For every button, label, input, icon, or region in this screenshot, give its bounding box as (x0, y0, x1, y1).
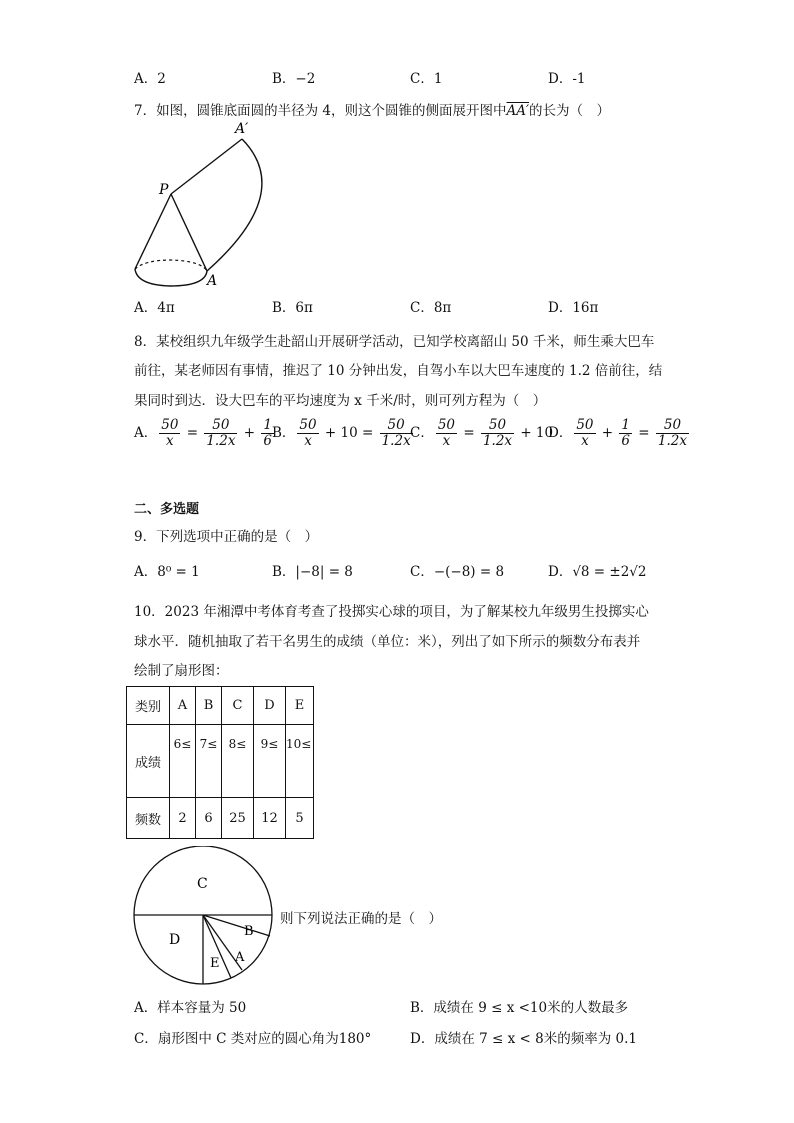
q6-option-a: A．2 (134, 71, 166, 87)
score-a: 6≤ (170, 725, 196, 798)
base-ellipse-front (135, 269, 207, 286)
base-ellipse-back (135, 260, 207, 271)
q7-stem-a: 7．如图，圆锥底面圆的半径为 4，则这个圆锥的侧面展开图中 (134, 103, 507, 119)
q9-option-a: A．8⁰ = 1 (134, 564, 200, 580)
q10-option-c: C．扇形图中 C 类对应的圆心角为180° (134, 1031, 372, 1047)
q10-line-2: 球水平．随机抽取了若干名男生的成绩（单位：米），列出了如下所示的频数分布表并 (134, 634, 641, 650)
table-row-header (127, 687, 314, 725)
score-e: 10≤ (286, 725, 314, 798)
pie-label-e: E (210, 956, 220, 971)
sector-radius-pa-prime (171, 139, 242, 194)
sector-arc (207, 139, 262, 271)
q7-option-d: D．16π (548, 300, 599, 316)
section-title-multi-choice: 二、多选题 (134, 502, 200, 517)
q9-option-d: D．√8 = ±2√2 (548, 564, 647, 580)
fraction: $\frac{50}{1.2x}$ (206, 417, 236, 449)
q7-arc-label: AA′ (506, 103, 530, 119)
freq-c: 25 (222, 798, 254, 839)
fraction: $\frac{50}{1.2x}$ (657, 417, 688, 449)
q10-option-a: A．样本容量为 50 (134, 1000, 247, 1016)
q9-option-c: C．−(−8) = 8 (410, 564, 505, 580)
fraction: $\frac{50}{x}$ (437, 417, 456, 449)
q8-option-b: B． $\frac{50}{x}$ + 10 = $\frac{50}{1.2x}$ (272, 417, 411, 449)
q8-option-d: D． $\frac{50}{x}$ + $\frac{1}{6}$ = $\frac{50}{1.2x}$ (548, 417, 688, 449)
cone-slant-left (135, 194, 171, 269)
frequency-table (126, 686, 314, 839)
q8-c-letter: C． (410, 425, 434, 441)
pie-label-d: D (169, 932, 181, 948)
header-category: 类别 (127, 687, 170, 725)
q8-a-letter: A． (134, 425, 158, 441)
q8-line-3: 果同时到达．设大巴车的平均速度为 x 千米/时，则可列方程为（ ） (134, 393, 547, 409)
q10-line-1: 10．2023 年湘潭中考体育考查了投掷实心球的项目，为了解某校九年级男生投掷实心 (134, 604, 649, 620)
q7-option-a: A．4π (134, 300, 175, 316)
cone-slant-right (171, 194, 207, 271)
pie-label-b: B (244, 924, 254, 939)
q8-option-a: A． $\frac{50}{x}$ = $\frac{50}{1.2x}$ + $\frac{1}{6}$ (134, 417, 272, 449)
fraction: $\frac{50}{x}$ (161, 417, 179, 449)
q10-question: 则下列说法正确的是（ ） (280, 911, 442, 927)
score-c: 8≤ (222, 725, 254, 798)
q10-line-3: 绘制了扇形图： (134, 663, 229, 679)
table-row-score (127, 725, 314, 798)
q9-option-b: B．|−8| = 8 (272, 564, 353, 580)
q6-option-b: B．−2 (272, 71, 316, 87)
header-d: D (254, 687, 286, 725)
q7-stem-b: 的长为（ ） (529, 103, 611, 119)
frequency-label: 频数 (127, 798, 170, 839)
header-c: C (222, 687, 254, 725)
q8-option-c: C． $\frac{50}{x}$ = $\frac{50}{1.2x}$ + 10 (410, 417, 554, 449)
pie-chart (130, 846, 276, 992)
table-row-frequency (127, 798, 314, 839)
pie-label-c: C (197, 876, 208, 892)
header-a: A (170, 687, 196, 725)
score-label: 成绩 (127, 725, 170, 798)
fraction: $\frac{50}{1.2x}$ (482, 417, 513, 449)
fraction: $\frac{1}{6}$ (621, 417, 631, 449)
fraction: $\frac{50}{1.2x}$ (381, 417, 411, 449)
q6-option-c: C．1 (410, 71, 443, 87)
fraction: $\frac{50}{x}$ (299, 417, 317, 449)
q10-option-d: D．成绩在 7 ≤ x < 8米的频率为 0.1 (410, 1031, 637, 1047)
q7-option-b: B．6π (272, 300, 313, 316)
q7-option-c: C．8π (410, 300, 452, 316)
q8-b-letter: B． (272, 425, 296, 441)
fraction: $\frac{1}{6}$ (263, 417, 272, 449)
fraction: $\frac{50}{x}$ (576, 417, 594, 449)
score-d: 9≤ (254, 725, 286, 798)
freq-b: 6 (196, 798, 222, 839)
header-b: B (196, 687, 222, 725)
freq-a: 2 (170, 798, 196, 839)
score-b: 7≤ (196, 725, 222, 798)
label-p: P (159, 182, 169, 198)
q8-line-1: 8．某校组织九年级学生赴韶山开展研学活动，已知学校离韶山 50 千米，师生乘大巴车 (134, 334, 655, 350)
header-e: E (286, 687, 314, 725)
q6-option-d: D．-1 (548, 71, 586, 87)
pie-label-a: A (235, 950, 245, 965)
label-a: A (207, 273, 218, 289)
q8-line-2: 前往，某老师因有事情，推迟了 10 分钟出发，自驾小车以大巴车速度的 1.2 倍前往，结 (134, 363, 663, 379)
q9-stem: 9．下列选项中正确的是（ ） (134, 529, 319, 545)
cone-figure (125, 118, 275, 293)
q10-option-b: B．成绩在 9 ≤ x <10米的人数最多 (410, 1000, 629, 1016)
freq-e: 5 (286, 798, 314, 839)
pie-divider-b-c (203, 915, 270, 936)
q7-stem (134, 99, 610, 119)
q8-d-letter: D． (548, 425, 573, 441)
label-a-prime: A′ (235, 121, 249, 137)
freq-d: 12 (254, 798, 286, 839)
